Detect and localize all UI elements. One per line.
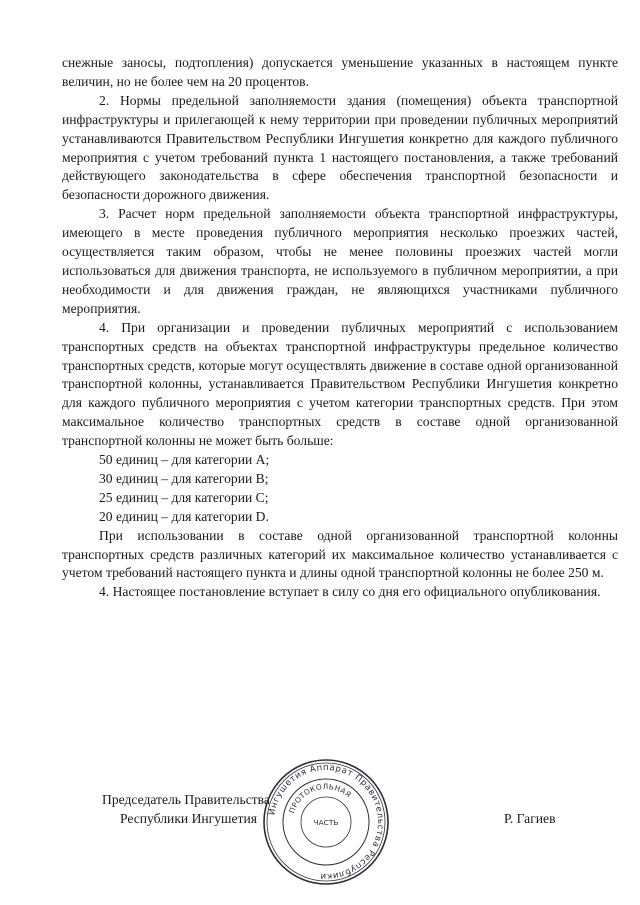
list-item-category-c: 25 единиц – для категории C; xyxy=(99,489,269,505)
list-item-category-d: 20 единиц – для категории D. xyxy=(99,508,269,524)
official-stamp-seal xyxy=(262,758,390,886)
paragraph-continuation: снежные заносы, подтопления) допускается уменьшение указанных в настоящем пункте величин, но не более чем на 20 процентов. xyxy=(62,55,618,89)
list-item-category-b: 30 единиц – для категории B; xyxy=(99,470,269,486)
list-item-category-a: 50 единиц – для категории A; xyxy=(99,452,270,468)
signatory-name: Р. Гагиев xyxy=(504,811,556,826)
stamp-center-text: ЧАСТЬ xyxy=(313,818,339,827)
signatory-title-line1: Председатель Правительства xyxy=(102,792,270,807)
stamp-outer-text: Ингушетия Аппарат Правительства Республики xyxy=(267,762,386,882)
paragraph-effective-date: 4. Настоящее постановление вступает в силу со дня его официального опубликования. xyxy=(99,584,601,600)
document-body xyxy=(62,54,618,602)
signatory-title-line2: Республики Ингушетия xyxy=(120,811,258,826)
paragraph-item-2: 2. Нормы предельной заполняемости здания (помещения) объекта транспортной инфраструктуры и прилегающей к нему территории при проведении публичных мероприятий устанавливаются Правительством Республики Ингушетия конкретно для каждого публичного мероприятия с учетом требований пункта 1 настоящего постановления, а также требований действующего законодательства в сфере обеспечения транспортной безопасности и безопасности дорожного движения. xyxy=(62,92,618,203)
stamp-inner-text: ПРОТОКОЛЬНАЯ xyxy=(287,781,354,815)
paragraph-item-4: 4. При организации и проведении публичных мероприятий с использованием транспортных средств на объектах транспортной инфраструктуры предельное количество транспортных средств, которые могут осуществлять движение в составе одной организованной транспортной колонны, устанавливается Правительством Республики Ингушетия конкретно для каждого публичного мероприятия с учетом категории транспортных средств. При этом максимальное количество транспортных средств в составе одной организованной транспортной колонны не может быть больше: xyxy=(62,319,618,449)
paragraph-mixed-categories: При использовании в составе одной организованной транспортной колонны транспортных средств различных категорий их максимальное количество устанавливается с учетом требований настоящего пункта и длины одной транспортной колонны не более 250 м. xyxy=(62,527,618,581)
paragraph-item-3: 3. Расчет норм предельной заполняемости объекта транспортной инфраструктуры, имеющего в месте проведения публичного мероприятия несколько проезжих частей, осуществляется таким образом, чтобы не менее половины проезжих частей могли использоваться для движения транспорта, не используемого в публичном мероприятии, а при необходимости и для движения граждан, не являющихся участниками публичного мероприятия. xyxy=(62,206,618,316)
